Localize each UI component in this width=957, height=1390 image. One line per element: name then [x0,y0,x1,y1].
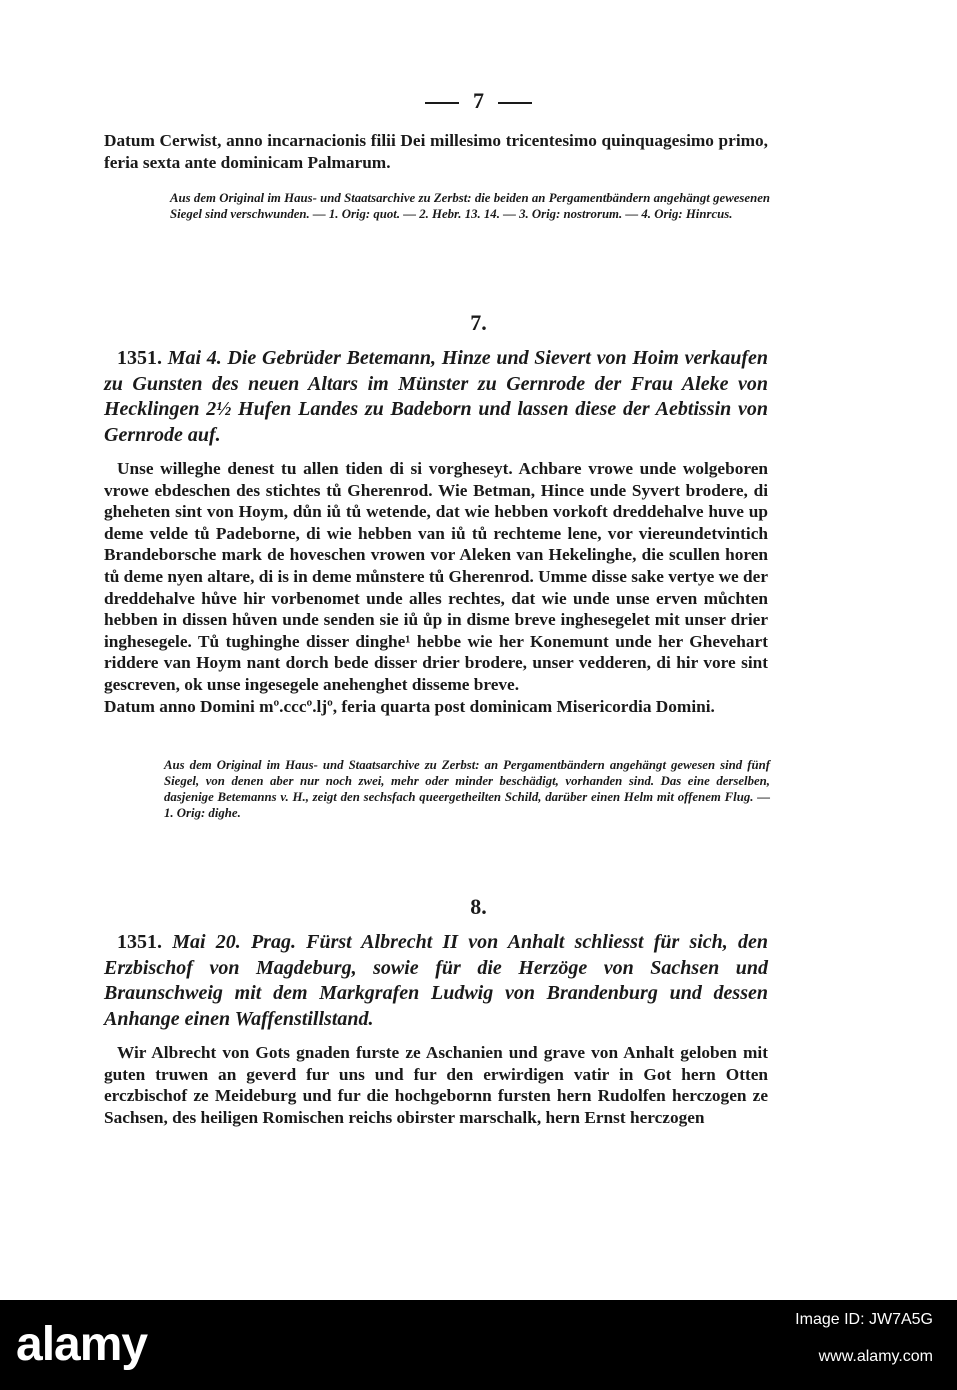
doc8-year: 1351. [117,931,162,953]
doc7-text: Unse willeghe denest tu allen tiden di si vorgheseyt. Achbare vrowe unde wolgeboren vrowe ebdeschen des stichtes tů Gherenrod. Wie Betman, Hince unde Syvert brodere, di gheheten sint von Hoym, důn iů tů wetende, dat wie hebben vorkoft dreddehalve huve up deme velde tů Padeborne, di wie hebben van iů tů rechteme lene, vor viereundetvintich Brandeborsche mark de hoveschen vrowen vor Aleken van Hekelinghe, die scullen horen tů deme nyen altare, di is in deme můnstere tů Gherenrod. Umme disse sake vertye we der dreddehalve hůve hir vorbenomet unde alles rechtes, dat wie unde unse erven můchten hebben in dissen hůven unde senden sie iů ůp in disme breve inghesegelet mit unser drier inghesegele. Tů tughinghe disser dinghe¹ hebbe wie her Konemunt unde her Ghevehart riddere van Hoym nant dorch bede disser drier brodere, unser vedderen, di hir vore sint gescreven, ok unse ingesegele anehenghet disseme breve. [104,459,768,694]
doc6-dating: Datum Cerwist, anno incarnacionis filii Dei millesimo tricentesimo quinquagesimo primo, feria sexta ante dominicam Palmarum. [104,131,768,172]
doc7-regest-block [104,346,768,448]
doc6-note-block [170,190,770,222]
image-id-label: Image ID: JW7A5G [795,1311,933,1328]
doc7-regest-text: Mai 4. Die Gebrüder Betemann, Hinze und Sievert von Hoim verkaufen zu Gunsten des neuen Altars im Münster zu Gernrode der Frau Aleke von Hecklingen 2½ Hufen Landes zu Badeborn und lassen diese der Aebtissin von Gernrode auf. [104,347,769,446]
doc8-regest [104,930,768,1032]
doc8-text-block [104,1042,768,1128]
doc8-regest-text: Mai 20. Prag. Fürst Albrecht II von Anhalt schliesst für sich, den Erzbischof von Magdeburg, sowie für die Herzöge von Sachsen und Braunschweig mit dem Markgrafen Ludwig von Brandenburg und dessen Anhange einen Waffenstillstand. [104,931,769,1030]
doc8-number: 8. [470,894,487,919]
doc6-tail [104,130,768,173]
doc6-note: Aus dem Original im Haus- und Staatsarchive zu Zerbst: die beiden an Pergamentbändern angehängt gewesenen Siegel sind verschwunden. — 1. Orig: quot. — 2. Hebr. 13. 14. — 3. Orig: nostrorum. — 4. Orig: Hinrcus. [170,191,770,221]
doc8-text: Wir Albrecht von Gots gnaden furste ze Aschanien und grave von Anhalt geloben mit guten truwen an geverd fur uns und fur den erwirdigen vatir in Got hern Otten erczbischof ze Meideburg und fur die hochgebornn fursten hern Rudolfen herczogen ze Sachsen, des heiligen Romischen reichs obirster marschalk, hern Ernst herczogen [104,1043,768,1127]
page-number-header [0,88,957,114]
watermark-footer [0,1300,957,1390]
doc8-regest-block [104,930,768,1032]
page-number: 7 [473,88,484,113]
doc7-note: Aus dem Original im Haus- und Staatsarchive zu Zerbst: an Pergamentbändern angehängt gewesen sind fünf Siegel, von denen aber nur noch zwei, mehr oder minder beschädigt, vorhanden sind. Das eine derselben, dasjenige Betemanns v. H., zeigt den sechsfach queergetheilten Schild, darüber einen Helm mit offenem Flug. — 1. Orig: dighe. [164,758,770,820]
dash-left [425,102,459,104]
dash-right [498,102,532,104]
site-url: www.alamy.com [818,1348,933,1365]
doc7-dating: Datum anno Domini mº.cccº.ljº, feria quarta post dominicam Misericordia Domini. [104,696,715,716]
doc7-year: 1351. [117,347,162,369]
doc7-note-block [164,757,770,821]
doc7-regest [104,346,768,448]
doc7-number: 7. [470,310,487,335]
alamy-logo: alamy [16,1318,148,1371]
doc7-text-block [104,458,768,717]
